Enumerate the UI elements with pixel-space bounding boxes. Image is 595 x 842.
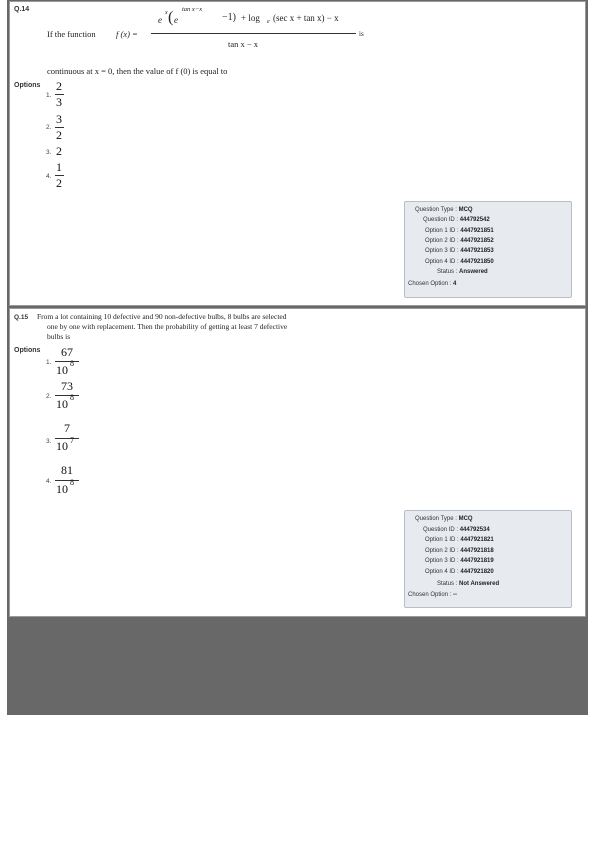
question-id-value: 444792542 — [459, 217, 490, 223]
option-1-id-value: 4447921851 — [460, 228, 494, 234]
option-4-number: 4. — [46, 478, 52, 485]
question-stem-line2: one by one with replacement. Then the probability of getting at least 7 defective — [47, 322, 288, 331]
chosen-option-label: Chosen Option : — [408, 592, 452, 598]
formula-num-e: e — [158, 15, 162, 25]
formula-num-open-paren: ( — [168, 9, 174, 26]
question-info-box — [404, 510, 572, 608]
option-3-id-label: Option 3 ID : — [425, 558, 459, 564]
option-1-fraction-bar — [55, 361, 79, 362]
option-4-fraction-bar — [55, 480, 79, 481]
option-3-number: 3. — [46, 149, 52, 156]
question-type-value: MCQ — [458, 207, 473, 213]
question-stem-line3: bulbs is — [47, 332, 71, 341]
option-4-numerator: 81 — [61, 463, 73, 477]
option-2-number: 2. — [46, 124, 52, 131]
option-1-base: 10 — [56, 363, 68, 377]
question-number: Q.14 — [14, 6, 30, 13]
option-2-fraction-bar — [55, 395, 79, 396]
question-type-value: MCQ — [458, 516, 473, 522]
formula-denominator: tan x − x — [228, 39, 259, 49]
option-1-id-label: Option 1 ID : — [425, 537, 459, 543]
option-4-number: 4. — [46, 173, 52, 180]
question-stem-prefix: If the function — [47, 29, 96, 39]
option-2-id-label: Option 2 ID : — [425, 548, 459, 554]
option-4-exponent: 8 — [70, 478, 74, 487]
option-1-exponent: 8 — [70, 359, 74, 368]
formula-num-minus-one: −1) — [222, 12, 236, 23]
option-2-base: 10 — [56, 397, 68, 411]
option-1-number: 1. — [46, 359, 52, 366]
options-label: Options — [14, 347, 41, 354]
formula-num-plus-log: + log — [241, 13, 260, 23]
formula-num-sec-tan: (sec x + tan x) − x — [273, 13, 339, 23]
status-label: Status : — [437, 269, 458, 275]
option-2-id-label: Option 2 ID : — [425, 238, 459, 244]
question-id-label: Question ID : — [423, 527, 459, 533]
option-2-numerator: 73 — [61, 379, 73, 393]
option-4-id-value: 4447921820 — [460, 569, 494, 575]
option-3-id-label: Option 3 ID : — [425, 248, 459, 254]
option-1-id-label: Option 1 ID : — [425, 228, 459, 234]
option-3-exponent: 7 — [70, 436, 74, 445]
option-4-denominator: 2 — [56, 176, 62, 190]
option-1-numerator: 2 — [56, 79, 62, 93]
formula-num-inner-e: e — [174, 15, 178, 25]
chosen-option-value: 4 — [453, 281, 457, 287]
option-1-number: 1. — [46, 92, 52, 99]
formula-num-inner-exponent: tan x−x — [182, 6, 203, 13]
question-card-q15 — [9, 308, 586, 617]
option-2-number: 2. — [46, 393, 52, 400]
option-4-id-value: 4447921850 — [460, 259, 494, 265]
option-3-id-value: 4447921819 — [460, 558, 494, 564]
question-stem-line1: From a lot containing 10 defective and 90 non-defective bulbs, 8 bulbs are selected — [37, 312, 287, 321]
option-3-numerator: 7 — [64, 421, 70, 435]
fraction-bar — [151, 33, 356, 34]
option-4-id-label: Option 4 ID : — [425, 569, 459, 575]
formula-log-subscript: e — [267, 19, 270, 25]
question-card-q14 — [9, 1, 586, 306]
question-type-label: Question Type : — [415, 516, 457, 522]
option-4-base: 10 — [56, 482, 68, 496]
option-2-exponent: 8 — [70, 393, 74, 402]
status-label: Status : — [437, 581, 458, 587]
option-4-numerator: 1 — [56, 160, 62, 174]
option-3-value: 2 — [56, 144, 62, 158]
status-value: Answered — [459, 269, 488, 275]
option-2-id-value: 4447921818 — [460, 548, 494, 554]
question-id-value: 444792534 — [459, 527, 490, 533]
options-label: Options — [14, 82, 41, 89]
option-2-denominator: 2 — [56, 128, 62, 142]
option-3-number: 3. — [46, 438, 52, 445]
is-word: is — [359, 30, 364, 38]
question-stem-line2: continuous at x = 0, then the value of f (0) is equal to — [47, 66, 228, 76]
option-1-denominator: 3 — [56, 95, 62, 109]
option-3-id-value: 4447921853 — [460, 248, 494, 254]
option-2-numerator: 3 — [56, 112, 62, 126]
question-type-label: Question Type : — [415, 207, 457, 213]
function-notation: f (x) = — [116, 29, 138, 39]
chosen-option-label: Chosen Option : — [408, 281, 452, 287]
option-2-id-value: 4447921852 — [460, 238, 494, 244]
question-number: Q.15 — [14, 314, 29, 321]
question-id-label: Question ID : — [423, 217, 459, 223]
question-info-box — [404, 201, 572, 298]
option-1-numerator: 67 — [61, 345, 73, 359]
option-1-id-value: 4447921821 — [460, 537, 494, 543]
status-value: Not Answered — [459, 581, 500, 587]
chosen-option-value: -- — [453, 592, 458, 598]
option-4-id-label: Option 4 ID : — [425, 259, 459, 265]
formula-num-sup-x: x — [165, 10, 168, 16]
option-3-base: 10 — [56, 439, 68, 453]
